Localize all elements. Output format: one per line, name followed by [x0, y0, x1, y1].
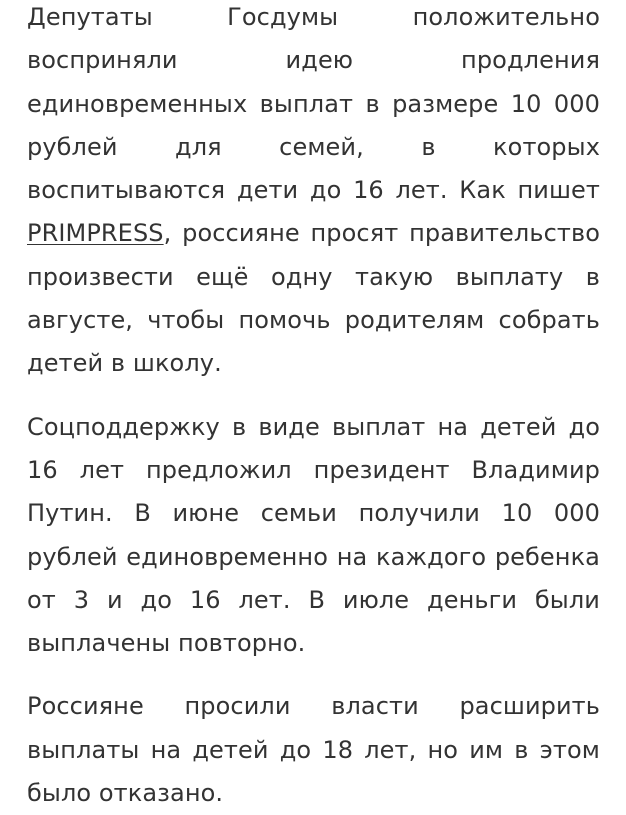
- primpress-link[interactable]: PRIMPRESS: [27, 219, 164, 248]
- article-paragraph-2: Соцподдержку в виде выплат на детей до 16 лет предложил президент Владимир Путин. В июне семьи получили 10 000 рублей единовременно на каждого ребенка от 3 и до 16 лет. В июле деньги были выплачены повторно.: [27, 412, 600, 658]
- article-paragraph-1: [27, 0, 600, 386]
- article-paragraph-3: Россияне просили власти расширить выплаты на детей до 18 лет, но им в этом было отказано.: [27, 692, 600, 808]
- paragraph-1-text-after-link: , россияне просят правительство произвести ещё одну такую выплату в августе, чтобы помочь родителям собрать детей в школу.: [27, 219, 600, 378]
- paragraph-1-text-before-link: Депутаты Госдумы положительно восприняли идею продления единовременных выплат в размере 10 000 рублей для семей, в которых воспитываются дети до 16 лет. Как пишет: [27, 3, 600, 205]
